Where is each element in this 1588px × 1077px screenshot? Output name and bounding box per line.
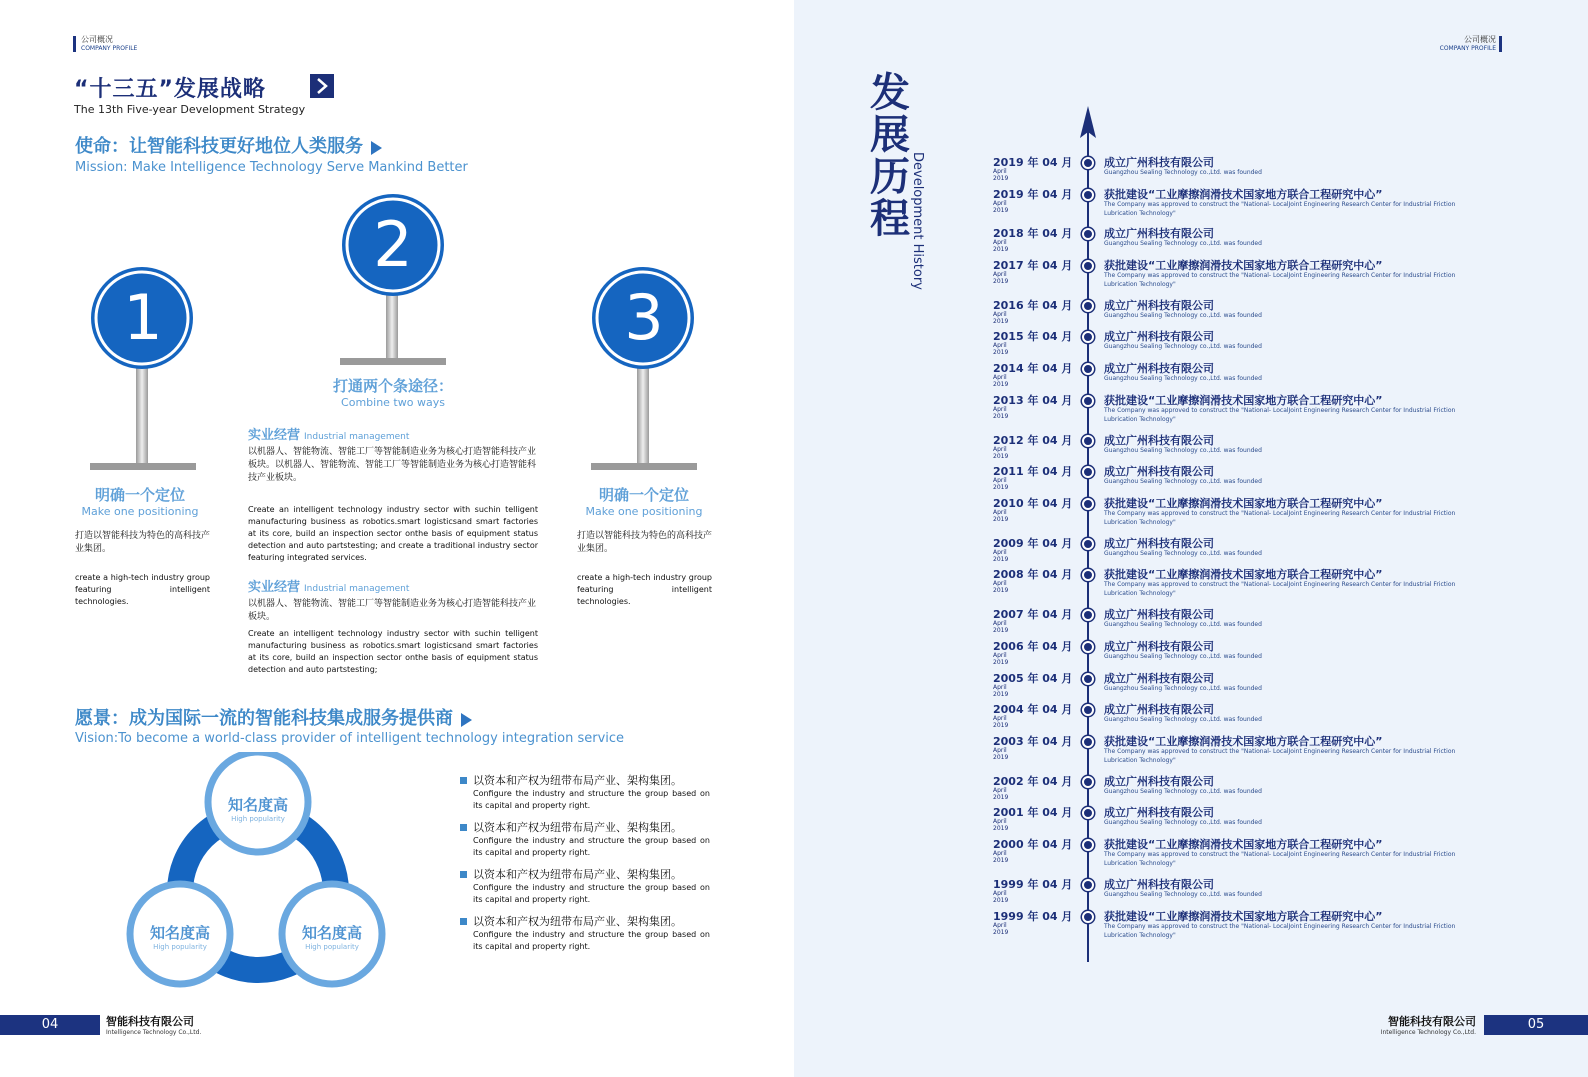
timeline-desc: Guangzhou Sealing Technology co.,Ltd. was founded	[1104, 890, 1262, 898]
timeline-title: 获批建设“工业摩擦润滑技术国家地方联合工程研究中心”	[1104, 187, 1383, 201]
timeline-dot-icon	[1082, 911, 1094, 923]
timeline-date-en: April 2019	[993, 548, 1009, 563]
sign-3-title-en: Make one positioning	[585, 505, 703, 518]
footer-company	[106, 1013, 201, 1036]
title-en: The 13th Five-year Development Strategy	[74, 103, 306, 116]
timeline-date: 2011 年 04 月	[993, 465, 1073, 479]
timeline-date: 2017 年 04 月	[993, 259, 1073, 273]
timeline-dot-icon	[1082, 673, 1094, 685]
sign-1-title-cn: 明确一个定位	[94, 486, 185, 504]
bullet-en: Configure the industry and structure the group based on its capital and property right.	[473, 930, 710, 951]
section-title-en: Development History	[910, 152, 925, 290]
timeline-desc: The Company was approved to construct the "National- LocalJoint Engineering Research Center for Industrial Friction Lubrication Technology"	[1104, 748, 1456, 765]
timeline-desc: Guangzhou Sealing Technology co.,Ltd. was founded	[1104, 169, 1262, 176]
sign-3-title-cn: 明确一个定位	[598, 486, 689, 504]
mission-en: Mission: Make Intelligence Technology Serve Mankind Better	[75, 160, 468, 175]
sign-3-number: 3	[624, 281, 664, 354]
timeline-desc: The Company was approved to construct the "National- LocalJoint Engineering Research Center for Industrial Friction Lubrication Technology"	[1104, 851, 1456, 868]
timeline-title: 成立广州科技有限公司	[1104, 703, 1214, 717]
header-en: COMPANY PROFILE	[81, 45, 138, 52]
timeline-date: 2004 年 04 月	[993, 703, 1073, 717]
timeline-date: 2019 年 04 月	[993, 156, 1073, 169]
timeline-date-en: April 2019	[993, 168, 1009, 182]
header-cn: 公司概况	[81, 35, 113, 44]
timeline-desc: The Company was approved to construct the "National- LocalJoint Engineering Research Center for Industrial Friction Lubrication Technology"	[1104, 407, 1456, 423]
timeline-title: 成立广州科技有限公司	[1104, 362, 1214, 376]
mission-cn: 使命：让智能科技更好地位人类服务	[75, 136, 363, 157]
timeline-desc: Guangzhou Sealing Technology co.,Ltd. was founded	[1104, 375, 1262, 383]
way-2-body-cn: 以机器人、智能物流、智能工厂等智能制造业务为核心打造智能科技产业板块。	[248, 599, 537, 622]
vision-heading	[75, 704, 472, 730]
timeline-desc: Guangzhou Sealing Technology co.,Ltd. was founded	[1104, 716, 1262, 724]
timeline-date-en: April 2019	[993, 786, 1009, 801]
timeline-title: 获批建设“工业摩擦润滑技术国家地方联合工程研究中心”	[1104, 838, 1383, 852]
timeline-title: 成立广州科技有限公司	[1104, 806, 1214, 820]
timeline-date: 2003 年 04 月	[993, 735, 1073, 749]
timeline-date-en: April 2019	[993, 310, 1009, 325]
right-page	[794, 0, 1588, 1077]
sign-2-number: 2	[373, 208, 413, 281]
timeline-dot-icon	[1082, 641, 1094, 653]
bullet-item	[460, 821, 710, 868]
header-en: COMPANY PROFILE	[1439, 45, 1496, 52]
timeline-date-en: April 2019	[993, 374, 1009, 389]
timeline-date-en: April 2019	[993, 850, 1009, 865]
page-header	[81, 35, 137, 53]
timeline-desc: Guangzhou Sealing Technology co.,Ltd. was founded	[1104, 478, 1262, 486]
timeline-date-en: April 2019	[993, 683, 1009, 698]
square-bullet-icon	[460, 871, 467, 878]
timeline-date-en: April 2019	[993, 199, 1009, 214]
timeline-desc: The Company was approved to construct the "National- LocalJoint Engineering Research Center for Industrial Friction Lubrication Technology"	[1104, 922, 1456, 939]
circle-right-en: High popularity	[305, 943, 359, 951]
timeline-title: 成立广州科技有限公司	[1104, 298, 1214, 312]
timeline-dot-icon	[1082, 435, 1094, 447]
timeline-date: 2008 年 04 月	[993, 568, 1073, 582]
vision-en: Vision:To become a world-class provider of intelligent technology integration service	[75, 731, 625, 746]
way-1-cn: 实业经营	[248, 428, 301, 443]
way-2-cn: 实业经营	[248, 580, 301, 595]
timeline-desc: Guangzhou Sealing Technology co.,Ltd. was founded	[1104, 620, 1262, 628]
timeline-date: 2018 年 04 月	[993, 227, 1073, 241]
timeline-title: 成立广州科技有限公司	[1104, 465, 1214, 479]
timeline-date: 2016 年 04 月	[993, 298, 1073, 312]
sign-2-title-cn: 打通两个条途径：	[332, 377, 453, 395]
timeline-date-en: April 2019	[993, 477, 1009, 492]
circle-left-en: High popularity	[153, 943, 207, 951]
timeline-desc: Guangzhou Sealing Technology co.,Ltd. was founded	[1104, 787, 1262, 795]
bullet-list	[460, 774, 710, 962]
timeline-date: 2010 年 04 月	[993, 497, 1073, 511]
way-2-en: Industrial management	[304, 584, 410, 594]
timeline-title: 获批建设“工业摩擦润滑技术国家地方联合工程研究中心”	[1104, 497, 1383, 511]
timeline-date: 1999 年 04 月	[993, 909, 1073, 923]
header-bar	[73, 36, 76, 52]
circle-top-cn: 知名度高	[227, 796, 288, 814]
timeline-title: 成立广州科技有限公司	[1104, 227, 1214, 241]
timeline-date-en: April 2019	[993, 239, 1009, 254]
timeline-date-en: April 2019	[993, 342, 1009, 357]
triangle-right-icon	[371, 141, 382, 155]
way-1-body-en: Create an intelligent technology industry sector with suchin telligent manufacturing business as robotics.smart logisticsand smart factories at its core, build an inspection sector onthe basis of equipment status detection and auto partstesting; and create a traditional industry sector featuring integrated services.	[248, 505, 538, 562]
bullet-cn: 以资本和产权为纽带布局产业、架构集团。	[473, 774, 682, 787]
timeline-date-en: April 2019	[993, 580, 1009, 595]
timeline-dot-icon	[1082, 189, 1094, 201]
timeline-title: 成立广州科技有限公司	[1104, 330, 1214, 344]
timeline-title: 成立广州科技有限公司	[1104, 639, 1214, 653]
circle-top-en: High popularity	[231, 815, 285, 823]
bullet-cn: 以资本和产权为纽带布局产业、架构集团。	[473, 868, 682, 881]
timeline-desc: Guangzhou Sealing Technology co.,Ltd. was founded	[1104, 819, 1262, 827]
sign-1-number: 1	[123, 281, 163, 354]
square-bullet-icon	[460, 824, 467, 831]
timeline-desc: The Company was approved to construct the "National- LocalJoint Engineering Research Center for Industrial Friction Lubrication Technology"	[1104, 200, 1456, 217]
way-2-heading	[248, 576, 409, 595]
timeline-dot-icon	[1082, 157, 1094, 169]
section-title-cn: 发展历程	[870, 70, 910, 242]
timeline-dot-icon	[1082, 300, 1094, 312]
timeline-date-en: April 2019	[993, 509, 1009, 524]
bullet-item	[460, 774, 710, 821]
square-bullet-icon	[460, 777, 467, 784]
timeline-title: 获批建设“工业摩擦润滑技术国家地方联合工程研究中心”	[1104, 909, 1383, 923]
timeline-title: 成立广州科技有限公司	[1104, 536, 1214, 550]
page-header	[1440, 35, 1496, 53]
bullet-cn: 以资本和产权为纽带布局产业、架构集团。	[473, 915, 682, 928]
timeline-date: 2015 年 04 月	[993, 330, 1073, 344]
timeline-desc: The Company was approved to construct the "National- LocalJoint Engineering Research Center for Industrial Friction Lubrication Technology"	[1104, 272, 1456, 289]
sign-2-title-en: Combine two ways	[341, 396, 445, 409]
timeline-desc: Guangzhou Sealing Technology co.,Ltd. was founded	[1104, 652, 1262, 660]
timeline-desc: The Company was approved to construct the "National- LocalJoint Engineering Research Center for Industrial Friction Lubrication Technology"	[1104, 581, 1456, 598]
page-title	[74, 72, 305, 116]
way-1-heading	[248, 424, 409, 443]
timeline-title: 成立广州科技有限公司	[1104, 774, 1214, 788]
timeline-dot-icon	[1082, 736, 1094, 748]
timeline-date: 2002 年 04 月	[993, 774, 1073, 788]
bullet-en: Configure the industry and structure the group based on its capital and property right.	[473, 883, 710, 904]
timeline-desc: Guangzhou Sealing Technology co.,Ltd. was founded	[1104, 343, 1262, 351]
bullet-item	[460, 915, 710, 962]
bullet-en: Configure the industry and structure the group based on its capital and property right.	[473, 789, 710, 810]
footer-en: Intelligence Technology Co.,Ltd.	[106, 1029, 202, 1036]
timeline-date: 2000 年 04 月	[993, 838, 1073, 852]
square-bullet-icon	[460, 918, 467, 925]
timeline-dot-icon	[1082, 609, 1094, 621]
timeline-date-en: April 2019	[993, 747, 1009, 762]
timeline-desc: The Company was approved to construct the "National- LocalJoint Engineering Research Center for Industrial Friction Lubrication Technology"	[1104, 510, 1456, 527]
sign-1-title-en: Make one positioning	[81, 505, 199, 518]
footer-en: Intelligence Technology Co.,Ltd.	[1380, 1029, 1476, 1036]
footer-cn: 智能科技有限公司	[106, 1015, 194, 1028]
timeline-date: 2019 年 04 月	[993, 187, 1073, 201]
circle-right	[282, 922, 382, 951]
timeline-dot-icon	[1082, 879, 1094, 891]
vision-cn: 愿景：成为国际一流的智能科技集成服务提供商	[75, 708, 453, 729]
sign-3-body-cn: 打造以智能科技为特色的高科技产业集团。	[577, 531, 713, 554]
timeline-desc: Guangzhou Sealing Technology co.,Ltd. was founded	[1104, 240, 1262, 248]
timeline-date-en: April 2019	[993, 271, 1009, 286]
timeline-desc: Guangzhou Sealing Technology co.,Ltd. was founded	[1104, 549, 1262, 557]
mission-heading	[75, 132, 382, 158]
timeline-desc: Guangzhou Sealing Technology co.,Ltd. was founded	[1104, 446, 1262, 454]
timeline-title: 获批建设“工业摩擦润滑技术国家地方联合工程研究中心”	[1104, 735, 1383, 749]
timeline-title: 成立广州科技有限公司	[1104, 156, 1214, 169]
timeline-date: 2012 年 04 月	[993, 433, 1073, 447]
bullet-cn: 以资本和产权为纽带布局产业、架构集团。	[473, 821, 682, 834]
timeline-dot-icon	[1082, 498, 1094, 510]
bullet-en: Configure the industry and structure the group based on its capital and property right.	[473, 836, 710, 857]
header-bar	[1499, 36, 1502, 52]
timeline-date-en: April 2019	[993, 921, 1009, 936]
timeline-date: 2014 年 04 月	[993, 362, 1073, 376]
timeline-date-en: April 2019	[993, 818, 1009, 833]
title-cn: “十三五”发展战略	[74, 77, 266, 102]
timeline-date-en: April 2019	[993, 889, 1009, 904]
timeline-title: 成立广州科技有限公司	[1104, 877, 1214, 891]
circle-top	[208, 794, 308, 823]
timeline-date-en: April 2019	[993, 619, 1009, 634]
timeline-title: 获批建设“工业摩擦润滑技术国家地方联合工程研究中心”	[1104, 394, 1383, 407]
timeline-date: 2005 年 04 月	[993, 671, 1073, 685]
timeline-dot-icon	[1082, 260, 1094, 272]
sign-3-body-en: create a high-tech industry group featuring intelligent technologies.	[577, 573, 712, 606]
popularity-diagram	[125, 752, 390, 992]
bullet-item	[460, 868, 710, 915]
timeline-date-en: April 2019	[993, 651, 1009, 666]
timeline-title: 成立广州科技有限公司	[1104, 671, 1214, 685]
way-1-body-cn: 以机器人、智能物流、智能工厂等智能制造业务为核心打造智能科技产业板块。以机器人、智能物流、智能工厂等智能制造业务为核心打造智能科技产业板块。	[248, 447, 537, 483]
timeline-date: 2006 年 04 月	[993, 639, 1073, 653]
chevron-right-icon	[310, 74, 334, 98]
timeline-date: 1999 年 04 月	[993, 877, 1073, 891]
way-2-body-en: Create an intelligent technology industry sector with suchin telligent manufacturing business as robotics.smart logisticsand smart factories at its core, build an inspection sector onthe basis of equipment status detection and auto partstesting;	[248, 629, 538, 674]
timeline-title: 成立广州科技有限公司	[1104, 607, 1214, 621]
sign-1-body-en: create a high-tech industry group featuring intelligent technologies.	[75, 573, 210, 606]
timeline-desc: Guangzhou Sealing Technology co.,Ltd. was founded	[1104, 311, 1262, 319]
footer-cn: 智能科技有限公司	[1388, 1015, 1476, 1028]
timeline-date: 2013 年 04 月	[993, 394, 1073, 407]
header-cn: 公司概况	[1464, 35, 1496, 44]
circle-left	[130, 922, 230, 951]
timeline-dot-icon	[1082, 776, 1094, 788]
footer-company	[1381, 1013, 1476, 1036]
timeline-title: 成立广州科技有限公司	[1104, 433, 1214, 447]
timeline-date-en: April 2019	[993, 715, 1009, 730]
timeline-dot-icon	[1082, 538, 1094, 550]
timeline-title: 获批建设“工业摩擦润滑技术国家地方联合工程研究中心”	[1104, 568, 1383, 582]
page-number: 04	[0, 1015, 100, 1035]
timeline-date: 2009 年 04 月	[993, 536, 1073, 550]
circle-right-cn: 知名度高	[301, 924, 362, 942]
sign-1-body-cn: 打造以智能科技为特色的高科技产业集团。	[75, 531, 211, 554]
circle-left-cn: 知名度高	[149, 924, 210, 942]
timeline-date-en: April 2019	[993, 406, 1009, 420]
timeline-date-en: April 2019	[993, 445, 1009, 460]
timeline-dot-icon	[1082, 395, 1094, 407]
timeline-title: 获批建设“工业摩擦润滑技术国家地方联合工程研究中心”	[1104, 259, 1383, 273]
timeline-desc: Guangzhou Sealing Technology co.,Ltd. was founded	[1104, 684, 1262, 692]
triangle-right-icon	[461, 713, 472, 727]
timeline-date: 2007 年 04 月	[993, 607, 1073, 621]
page-number: 05	[1484, 1015, 1588, 1035]
timeline-date: 2001 年 04 月	[993, 806, 1073, 820]
way-1-en: Industrial management	[304, 432, 410, 442]
